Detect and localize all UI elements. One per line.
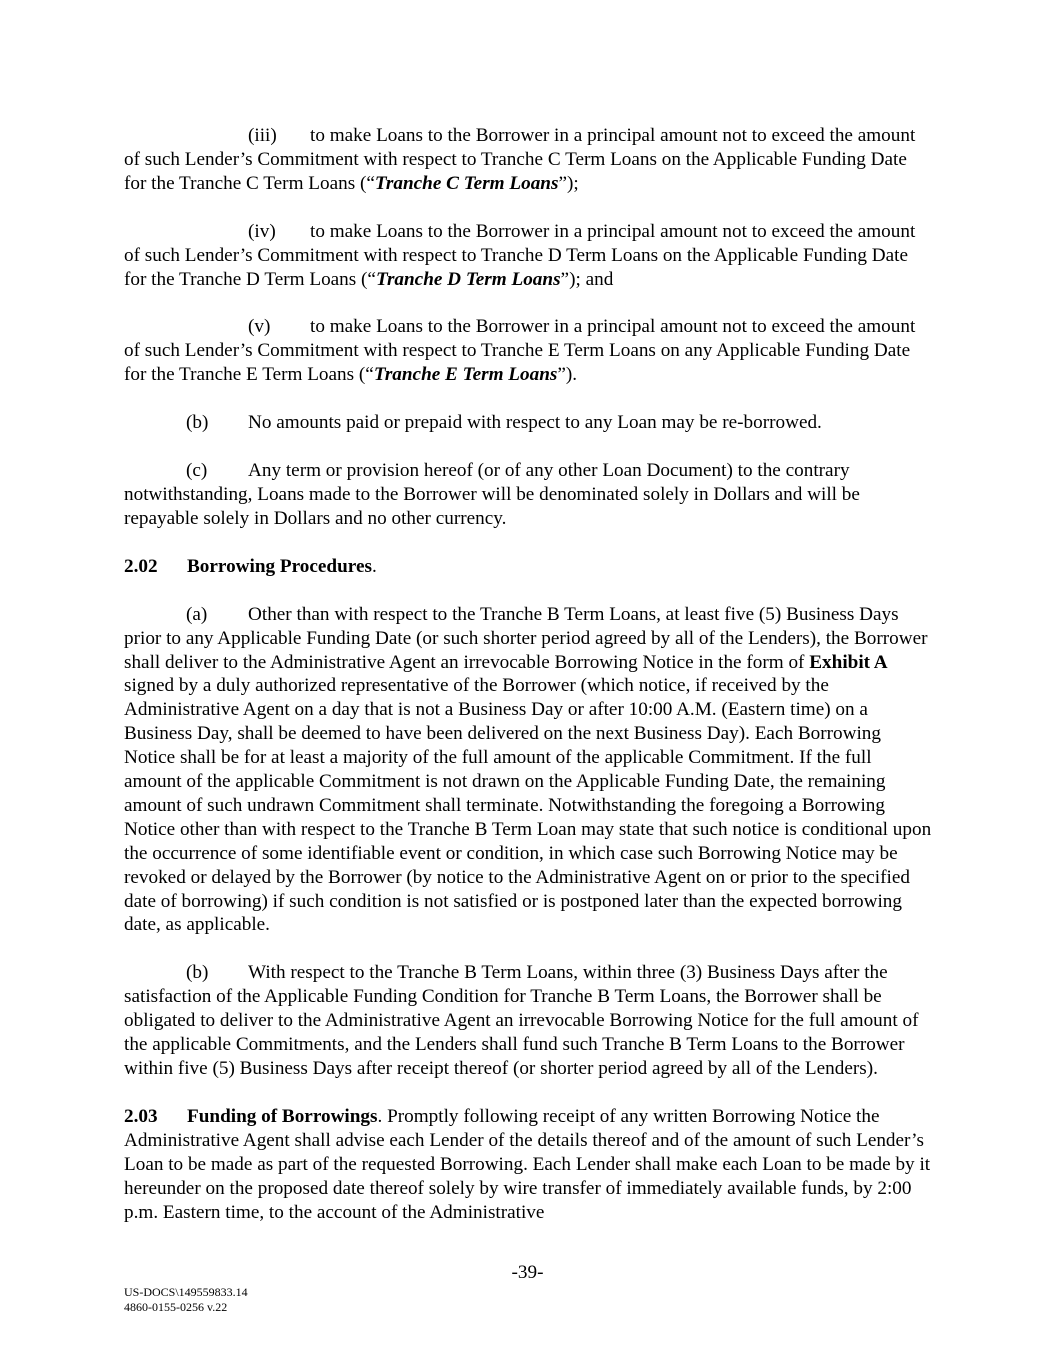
document-id-line-2: 4860-0155-0256 v.22 (124, 1300, 228, 1314)
clause-2-02-b: (b) With respect to the Tranche B Term Loans, within three (3) Business Days after the satisfaction of the Applicable Funding Condition for Tranche B Term Loans, the Borrower shall be obligated to deliver to the Administrative Agent an irrevocable Borrowing Notice for the full amount of the applicable Commitments, and the Lenders shall fund such Tranche B Term Loans to the Borrower within five (5) Business Days after receipt thereof (or shorter period agreed by all of the Lenders). (124, 962, 919, 1079)
clause-b: (b) No amounts paid or prepaid with respect to any Loan may be re-borrowed. (186, 412, 822, 434)
clause-2-02-a: (a) Other than with respect to the Tranche B Term Loans, at least five (5) Business Days prior to any Applicable Funding Date (or such shorter period agreed by all of the Lenders), the Borrower shall deliver to the Administrative Agent an irrevocable Borrowing Notice in the form of Exhibit A signed by a duly authorized representative of the Borrower (which notice, if received by the Administrative Agent on a day that is not a Business Day or after 10:00 A.M. (Eastern time) on a Business Day, shall be deemed to have been delivered on the next Business Day). Each Borrowing Notice shall be for at least a majority of the full amount of the applicable Commitment. If the full amount of the applicable Commitment is not drawn on the Applicable Funding Date, the remaining amount of such undrawn Commitment shall terminate. Notwithstanding the foregoing a Borrowing Notice other than with respect to the Tranche B Term Loan may state that such notice is conditional upon the occurrence of some identifiable event or condition, in which case such Borrowing Notice may be revoked or delayed by the Borrower (by notice to the Administrative Agent on or prior to the specified date of borrowing) if such condition is not satisfied or is postponed later than the expected borrowing date, as applicable. (124, 603, 932, 936)
clause-iii: (iii) to make Loans to the Borrower in a principal amount not to exceed the amount of such Lender’s Commitment with respect to Tranche C Term Loans on the Applicable Funding Date for the Tranche C Term Loans (“Tranche C Term Loans”); (124, 125, 916, 194)
exhibit-reference: Exhibit A (809, 651, 888, 673)
clause-number: (b) (186, 962, 209, 984)
clause-iv: (iv) to make Loans to the Borrower in a principal amount not to exceed the amount of such Lender’s Commitment with respect to Tranche D Term Loans on the Applicable Funding Date for the Tranche D Term Loans (“Tranche D Term Loans”); and (124, 220, 916, 290)
section-number: 2.02 (124, 555, 158, 577)
section-title: Funding of Borrowings (187, 1105, 378, 1127)
defined-term: Tranche E Term Loans (373, 364, 558, 386)
clause-number: (iii) (248, 125, 277, 146)
clause-number: (a) (186, 603, 208, 625)
section-number: 2.03 (124, 1105, 158, 1127)
defined-term: Tranche D Term Loans (375, 268, 561, 290)
section-heading-2-02: 2.02 Borrowing Procedures. (124, 555, 377, 577)
clause-v: (v) to make Loans to the Borrower in a principal amount not to exceed the amount of such Lender’s Commitment with respect to Tranche E Term Loans on any Applicable Funding Date for the Tranche E Term Loans (“Tranche E Term Loans”). (124, 316, 916, 386)
page-number: -39- (511, 1262, 544, 1283)
document-id (124, 1285, 248, 1315)
clause-number: (iv) (248, 220, 276, 242)
document-id-line-1: US-DOCS\149559833.14 (124, 1285, 248, 1299)
section-2-03: 2.03 Funding of Borrowings. Promptly following receipt of any written Borrowing Notice the Administrative Agent shall advise each Lender of the details thereof and of the amount of such Lender’s Loan to be made as part of the requested Borrowing. Each Lender shall make each Loan to be made by it hereunder on the proposed date thereof solely by wire transfer of immediately available funds, by 2:00 p.m. Eastern time, to the account of the Administrative (124, 1105, 931, 1223)
section-title: Borrowing Procedures (187, 555, 372, 577)
clause-number: (b) (186, 412, 209, 434)
page-body (124, 124, 932, 1248)
clause-c: (c) Any term or provision hereof (or of any other Loan Document) to the contrary notwithstanding, Loans made to the Borrower will be denominated solely in Dollars and will be repayable solely in Dollars and no other currency. (124, 460, 860, 529)
clause-number: (v) (248, 316, 271, 338)
clause-number: (c) (186, 460, 208, 482)
defined-term: Tranche C Term Loans (374, 172, 559, 194)
